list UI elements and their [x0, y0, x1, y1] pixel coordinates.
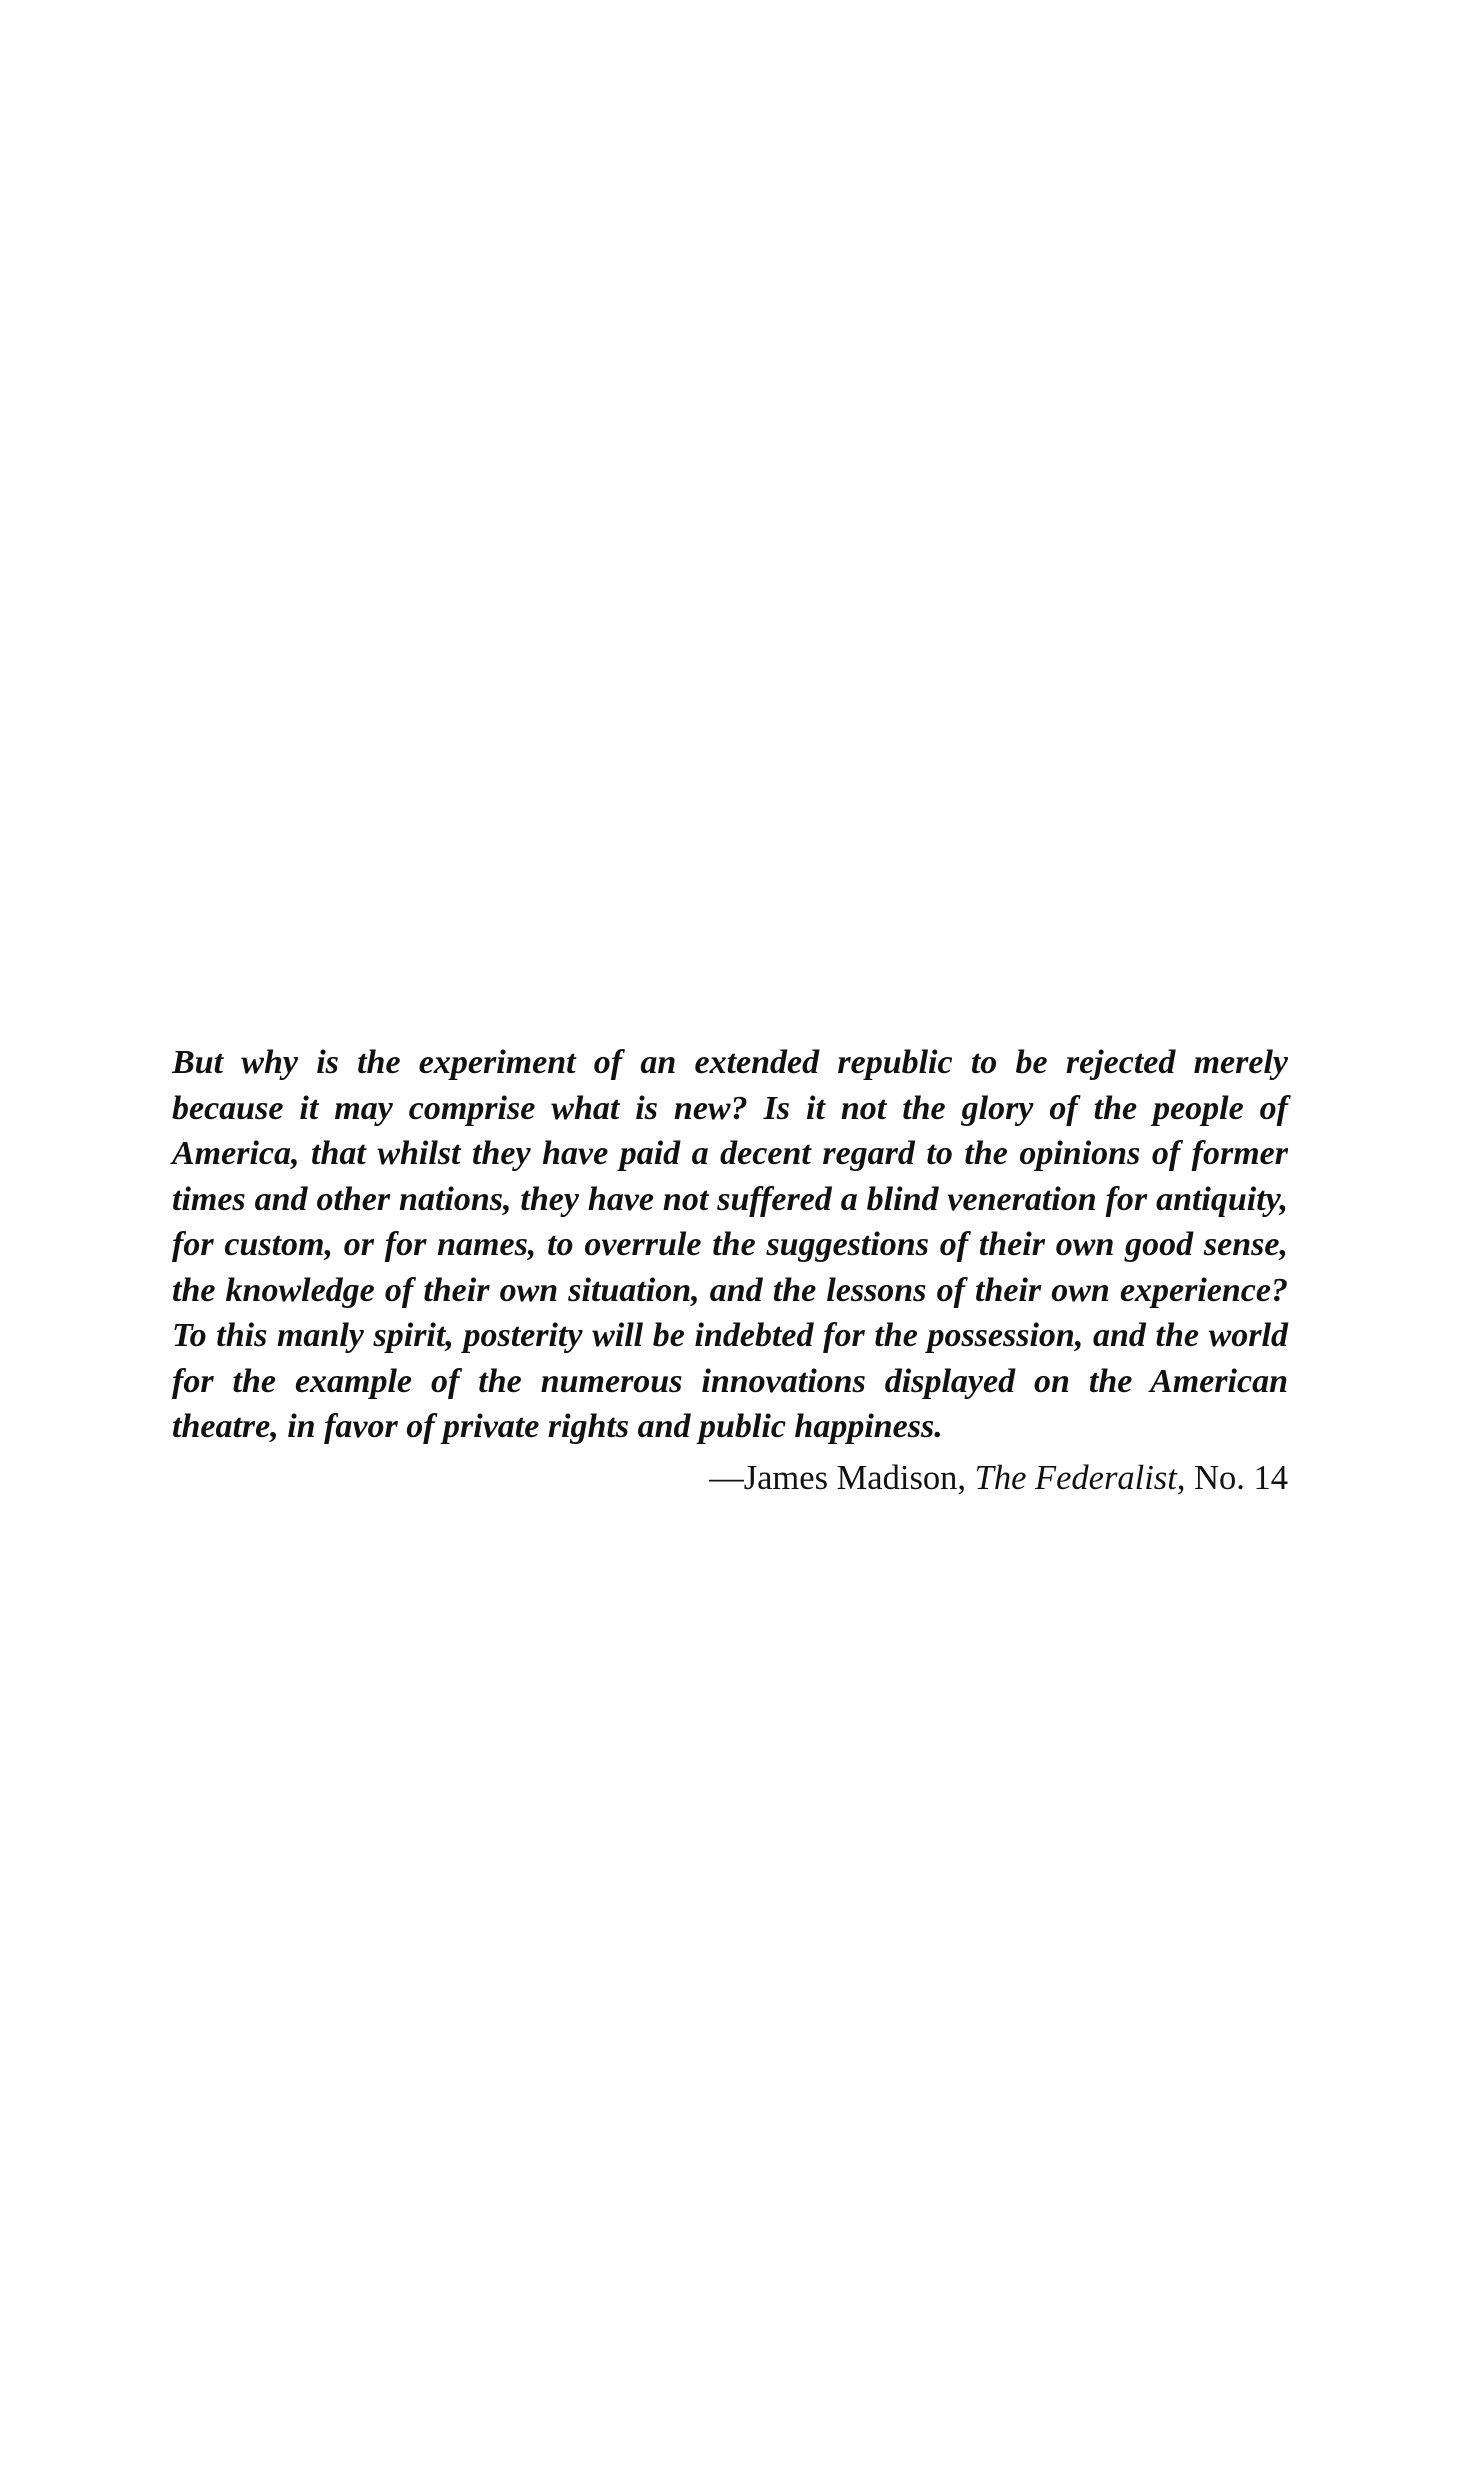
epigraph-attribution — [172, 1456, 1288, 1501]
attribution-author: —James Madison, — [709, 1458, 975, 1497]
attribution-work-title: The Federalist — [974, 1458, 1177, 1497]
epigraph — [172, 1040, 1288, 1501]
epigraph-quote: But why is the experiment of an extended republic to be rejected merely because it may comprise what is new? Is it not the glory of the people of America, that whilst they have paid a decent regard to the opinions of former times and other nations, they have not suffered a blind veneration for antiquity, for custom, or for names, to overrule the suggestions of their own good sense, the knowledge of their own situation, and the lessons of their own experience? To this manly spirit, posterity will be indebted for the possession, and the world for the example of the numerous innovations displayed on the American theatre, in favor of private rights and public happiness. — [172, 1044, 1288, 1445]
attribution-number: , No. 14 — [1176, 1458, 1288, 1497]
